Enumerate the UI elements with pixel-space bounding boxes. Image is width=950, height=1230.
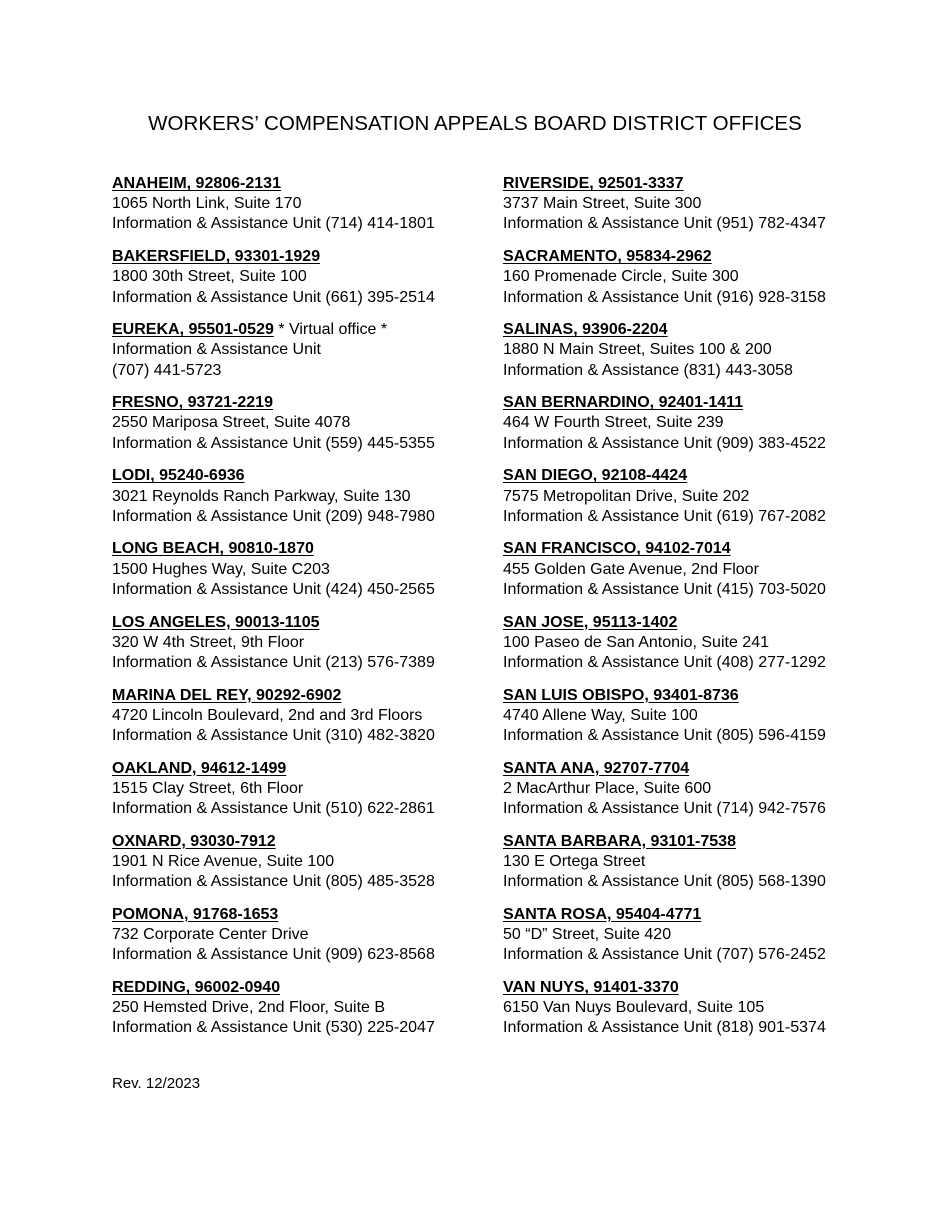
office-name: SALINAS, 93906-2204: [503, 321, 668, 339]
office-address-line: 1800 30th Street, Suite 100: [112, 268, 307, 286]
office-phone-line: Information & Assistance Unit (661) 395-2514: [112, 288, 435, 306]
office-phone-line: Information & Assistance Unit (714) 942-7576: [503, 800, 826, 818]
revision-note: Rev. 12/2023: [112, 1075, 201, 1092]
office-name: LODI, 95240-6936: [112, 467, 245, 485]
office-name: LOS ANGELES, 90013-1105: [112, 613, 320, 631]
office-heading-line: [503, 466, 826, 486]
office-entry: [503, 686, 826, 759]
office-address-line: 455 Golden Gate Avenue, 2nd Floor: [503, 560, 759, 578]
office-address-line: 2 MacArthur Place, Suite 600: [503, 779, 712, 797]
office-name: SANTA ANA, 92707-7704: [503, 759, 690, 777]
office-heading-line: [112, 613, 435, 633]
office-heading-line: [503, 613, 826, 633]
office-address-line: 130 E Ortega Street: [503, 853, 646, 871]
office-entry: [503, 466, 826, 539]
office-entry: [112, 613, 435, 686]
office-entry: [112, 978, 435, 1051]
office-entry: [112, 905, 435, 978]
office-phone-line: Information & Assistance Unit (310) 482-3820: [112, 727, 435, 745]
office-phone-line: Information & Assistance Unit (909) 383-4522: [503, 434, 826, 452]
office-heading-line: [112, 905, 435, 925]
office-phone-line: Information & Assistance Unit (213) 576-7389: [112, 653, 435, 671]
office-heading-line: [112, 539, 435, 559]
office-phone-line: Information & Assistance Unit (408) 277-1292: [503, 653, 826, 671]
office-heading-line: [503, 905, 826, 925]
office-phone-line: Information & Assistance Unit (415) 703-5020: [503, 580, 826, 598]
office-name: LONG BEACH, 90810-1870: [112, 540, 314, 558]
office-phone-line: Information & Assistance Unit (805) 596-4159: [503, 727, 826, 745]
office-entry: [112, 174, 435, 247]
office-entry: [503, 174, 826, 247]
office-name: OXNARD, 93030-7912: [112, 832, 276, 850]
office-phone-line: (707) 441-5723: [112, 361, 222, 379]
office-address-line: 464 W Fourth Street, Suite 239: [503, 414, 724, 432]
office-note: * Virtual office *: [273, 321, 388, 339]
office-entry: [503, 393, 826, 466]
office-address-line: 2550 Mariposa Street, Suite 4078: [112, 414, 351, 432]
office-address-line: 732 Corporate Center Drive: [112, 926, 309, 944]
office-entry: [112, 832, 435, 905]
office-address-line: Information & Assistance Unit: [112, 341, 321, 359]
office-phone-line: Information & Assistance Unit (909) 623-8568: [112, 946, 435, 964]
office-phone-line: Information & Assistance Unit (714) 414-1801: [112, 215, 435, 233]
office-heading-line: [503, 174, 826, 194]
office-address-line: 7575 Metropolitan Drive, Suite 202: [503, 487, 750, 505]
office-phone-line: Information & Assistance Unit (530) 225-2047: [112, 1019, 435, 1037]
office-address-line: 100 Paseo de San Antonio, Suite 241: [503, 633, 769, 651]
office-entry: [112, 320, 435, 393]
office-name: SAN DIEGO, 92108-4424: [503, 467, 688, 485]
office-heading-line: [112, 466, 435, 486]
office-name: ANAHEIM, 92806-2131: [112, 175, 281, 192]
office-name: VAN NUYS, 91401-3370: [503, 979, 679, 997]
office-address-line: 50 “D” Street, Suite 420: [503, 926, 672, 944]
left-office-column: [112, 174, 435, 1051]
office-name: EUREKA, 95501-0529: [112, 321, 274, 339]
office-phone-line: Information & Assistance Unit (916) 928-3158: [503, 288, 826, 306]
office-phone-line: Information & Assistance Unit (209) 948-7980: [112, 507, 435, 525]
office-entry: [112, 759, 435, 832]
office-phone-line: Information & Assistance Unit (951) 782-4347: [503, 215, 826, 233]
office-name: SAN FRANCISCO, 94102-7014: [503, 540, 731, 558]
office-entry: [112, 686, 435, 759]
office-name: POMONA, 91768-1653: [112, 905, 279, 923]
office-heading-line: [503, 832, 826, 852]
office-phone-line: Information & Assistance Unit (510) 622-2861: [112, 800, 435, 818]
office-name: RIVERSIDE, 92501-3337: [503, 175, 684, 192]
office-heading-line: [503, 978, 826, 998]
office-entry: [112, 466, 435, 539]
office-name: SAN JOSE, 95113-1402: [503, 613, 678, 631]
right-office-column: [503, 174, 826, 1051]
office-heading-line: [112, 393, 435, 413]
office-entry: [503, 905, 826, 978]
office-entry: [503, 247, 826, 320]
office-phone-line: Information & Assistance (831) 443-3058: [503, 361, 793, 379]
office-entry: [503, 320, 826, 393]
office-entry: [112, 393, 435, 466]
page-title: WORKERS’ COMPENSATION APPEALS BOARD DISTRICT OFFICES: [148, 112, 802, 135]
office-entry: [112, 539, 435, 612]
office-address-line: 160 Promenade Circle, Suite 300: [503, 268, 739, 286]
office-heading-line: [503, 393, 826, 413]
office-address-line: 250 Hemsted Drive, 2nd Floor, Suite B: [112, 999, 386, 1017]
office-entry: [503, 613, 826, 686]
office-phone-line: Information & Assistance Unit (619) 767-2082: [503, 507, 826, 525]
office-name: BAKERSFIELD, 93301-1929: [112, 248, 321, 266]
office-heading-line: [112, 174, 435, 194]
office-address-line: 1500 Hughes Way, Suite C203: [112, 560, 330, 578]
office-address-line: 320 W 4th Street, 9th Floor: [112, 633, 305, 651]
office-heading-line: [503, 247, 826, 267]
office-phone-line: Information & Assistance Unit (805) 485-3528: [112, 873, 435, 891]
office-address-line: 1515 Clay Street, 6th Floor: [112, 779, 304, 797]
office-heading-line: [112, 759, 435, 779]
office-name: SANTA ROSA, 95404-4771: [503, 905, 702, 923]
office-name: FRESNO, 93721-2219: [112, 394, 273, 412]
office-heading-line: [503, 539, 826, 559]
office-address-line: 4740 Allene Way, Suite 100: [503, 706, 698, 724]
office-heading-line: [112, 832, 435, 852]
office-heading-line: [503, 686, 826, 706]
office-phone-line: Information & Assistance Unit (559) 445-5355: [112, 434, 435, 452]
office-heading-line: [112, 978, 435, 998]
office-name: OAKLAND, 94612-1499: [112, 759, 287, 777]
office-address-line: 3021 Reynolds Ranch Parkway, Suite 130: [112, 487, 411, 505]
office-name: MARINA DEL REY, 90292-6902: [112, 686, 342, 704]
office-phone-line: Information & Assistance Unit (805) 568-1390: [503, 873, 826, 891]
office-phone-line: Information & Assistance Unit (818) 901-5374: [503, 1019, 826, 1037]
office-name: SAN BERNARDINO, 92401-1411: [503, 394, 744, 412]
office-heading-line: [503, 759, 826, 779]
office-name: SACRAMENTO, 95834-2962: [503, 248, 712, 266]
office-name: SAN LUIS OBISPO, 93401-8736: [503, 686, 739, 704]
office-heading-line: [112, 686, 435, 706]
office-entry: [503, 832, 826, 905]
office-phone-line: Information & Assistance Unit (424) 450-2565: [112, 580, 435, 598]
office-address-line: 1880 N Main Street, Suites 100 & 200: [503, 341, 772, 359]
office-address-line: 4720 Lincoln Boulevard, 2nd and 3rd Floors: [112, 706, 423, 724]
office-address-line: 6150 Van Nuys Boulevard, Suite 105: [503, 999, 765, 1017]
office-phone-line: Information & Assistance Unit (707) 576-2452: [503, 946, 826, 964]
office-heading-line: [503, 320, 826, 340]
office-entry: [503, 978, 826, 1051]
office-address-line: 3737 Main Street, Suite 300: [503, 195, 702, 213]
office-entry: [503, 759, 826, 832]
office-entry: [503, 539, 826, 612]
office-heading-line: [112, 247, 435, 267]
office-name: SANTA BARBARA, 93101-7538: [503, 832, 736, 850]
office-address-line: 1065 North Link, Suite 170: [112, 195, 302, 213]
office-entry: [112, 247, 435, 320]
office-name: REDDING, 96002-0940: [112, 979, 281, 997]
office-address-line: 1901 N Rice Avenue, Suite 100: [112, 853, 335, 871]
office-heading-line: [112, 320, 435, 340]
